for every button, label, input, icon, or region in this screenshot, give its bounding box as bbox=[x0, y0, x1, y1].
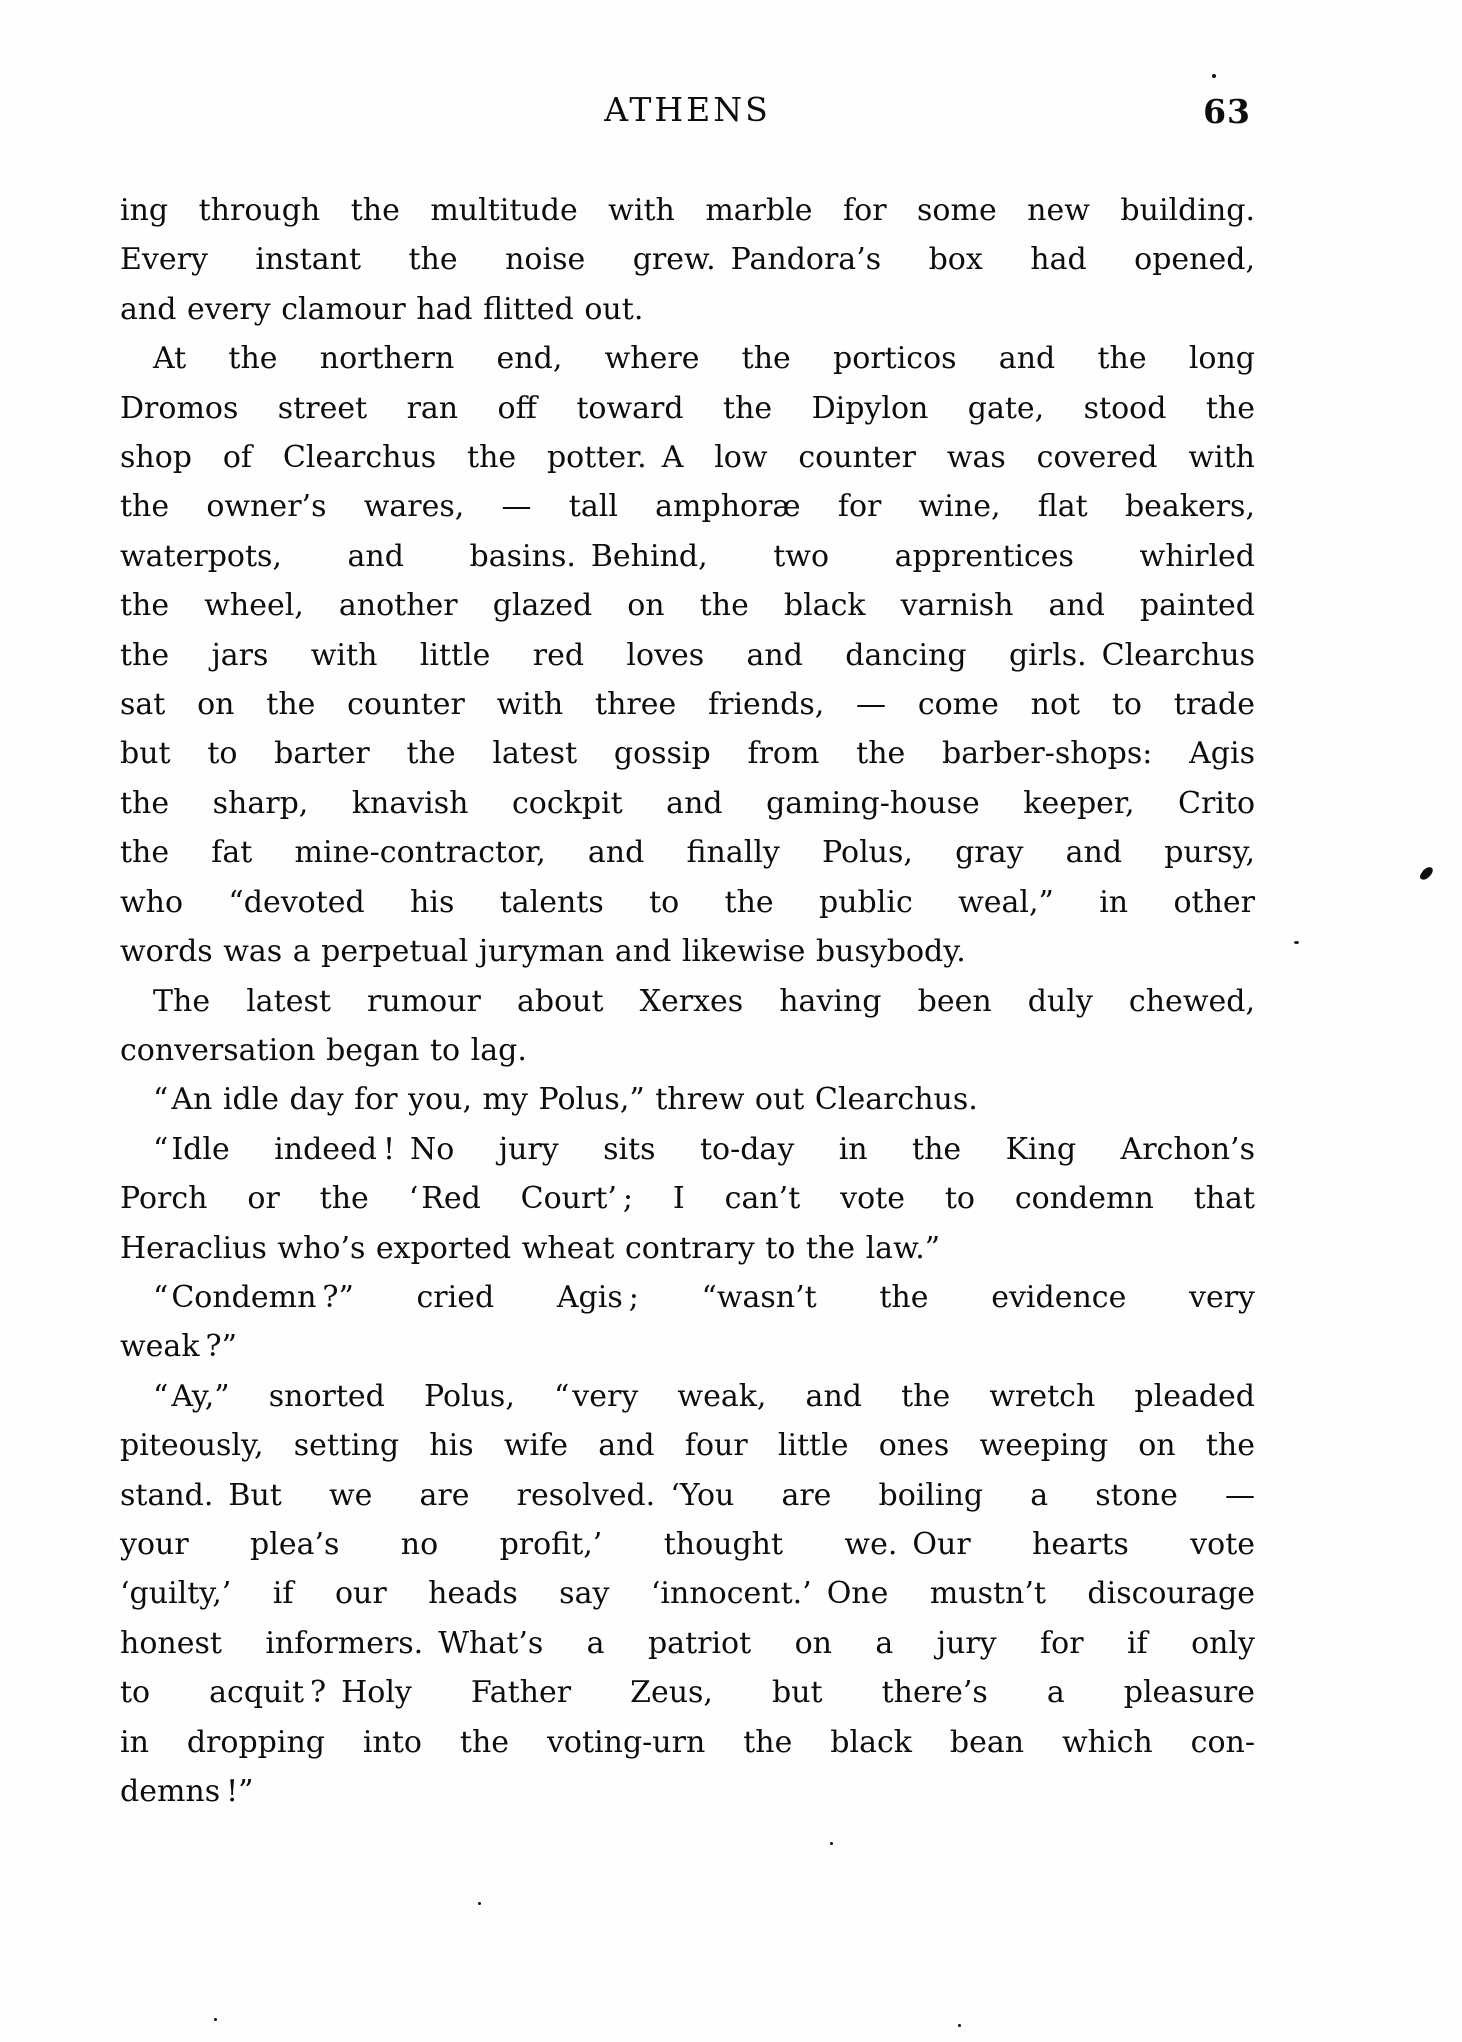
text-line: “ An idle day for you, my Polus,” threw out Clearchus. bbox=[153, 1082, 978, 1118]
text-line: but to barter the latest gossip from the barber-shops: Agis bbox=[120, 736, 1255, 772]
text-line: Heraclius who’s exported wheat contrary to the law.” bbox=[120, 1230, 941, 1266]
text-line: in dropping into the voting-urn the black bean which con- bbox=[120, 1724, 1255, 1760]
text-line: the sharp, knavish cockpit and gaming-house keeper, Crito bbox=[120, 785, 1255, 821]
text-line: the wheel, another glazed on the black varnish and painted bbox=[120, 588, 1255, 624]
text-line: the owner’s wares, — tall amphoræ for wine, flat beakers, bbox=[120, 489, 1255, 525]
text-line: honest informers. What’s a patriot on a jury for if only bbox=[120, 1625, 1255, 1661]
ink-speck bbox=[958, 2024, 961, 2027]
text-line: Every instant the noise grew. Pandora’s box had opened, bbox=[120, 242, 1255, 278]
ink-speck bbox=[830, 1842, 833, 1845]
text-line: sat on the counter with three friends, — come not to trade bbox=[120, 687, 1255, 723]
text-line: “ Idle indeed ! No jury sits to-day in the King Archon’s bbox=[153, 1131, 1255, 1167]
body-text bbox=[120, 186, 1255, 1816]
text-line: “ Ay,” snorted Polus, “ very weak, and the wretch pleaded bbox=[153, 1378, 1255, 1414]
page-number: 63 bbox=[1203, 92, 1251, 131]
text-line: your plea’s no profit,’ thought we. Our hearts vote bbox=[120, 1526, 1255, 1562]
text-line: conversation began to lag. bbox=[120, 1032, 527, 1068]
stray-ink-mark bbox=[1419, 865, 1435, 882]
text-line: demns !” bbox=[120, 1774, 254, 1809]
text-line: the fat mine-contractor, and finally Polus, gray and pursy, bbox=[120, 835, 1255, 871]
text-line: piteously, setting his wife and four little ones weeping on the bbox=[120, 1428, 1255, 1464]
text-line: waterpots, and basins. Behind, two apprentices whirled bbox=[120, 538, 1255, 574]
text-line: Porch or the ‘ Red Court’ ; I can’t vote to condemn that bbox=[120, 1181, 1255, 1217]
running-title: ATHENS bbox=[604, 90, 771, 129]
text-line: “ Condemn ?” cried Agis ; “wasn’t the evidence very bbox=[153, 1279, 1255, 1315]
text-line: The latest rumour about Xerxes having been duly chewed, bbox=[153, 983, 1255, 1019]
text-line: Dromos street ran off toward the Dipylon gate, stood the bbox=[120, 390, 1255, 426]
ink-speck bbox=[1294, 941, 1299, 944]
text-line: shop of Clearchus the potter. A low counter was covered with bbox=[120, 440, 1255, 476]
text-line: who “devoted his talents to the public weal,” in other bbox=[120, 884, 1255, 920]
ink-speck bbox=[478, 1902, 481, 1905]
ink-speck bbox=[1212, 74, 1216, 78]
page-header bbox=[120, 90, 1255, 140]
text-line: weak ?” bbox=[120, 1329, 237, 1365]
text-line: to acquit ? Holy Father Zeus, but there’s a pleasure bbox=[120, 1675, 1255, 1711]
text-line: and every clamour had flitted out. bbox=[120, 291, 644, 327]
text-line: stand. But we are resolved. ‘You are boiling a stone — bbox=[120, 1477, 1255, 1513]
text-line: the jars with little red loves and dancing girls. Clearchus bbox=[120, 637, 1255, 673]
text-line: ‘guilty,’ if our heads say ‘innocent.’ One mustn’t discourage bbox=[120, 1576, 1255, 1612]
text-line: At the northern end, where the porticos and the long bbox=[153, 341, 1255, 377]
ink-speck bbox=[214, 2018, 217, 2021]
text-line: words was a perpetual juryman and likewise busybody. bbox=[120, 934, 966, 970]
text-line: ing through the multitude with marble for some new building. bbox=[120, 193, 1255, 228]
